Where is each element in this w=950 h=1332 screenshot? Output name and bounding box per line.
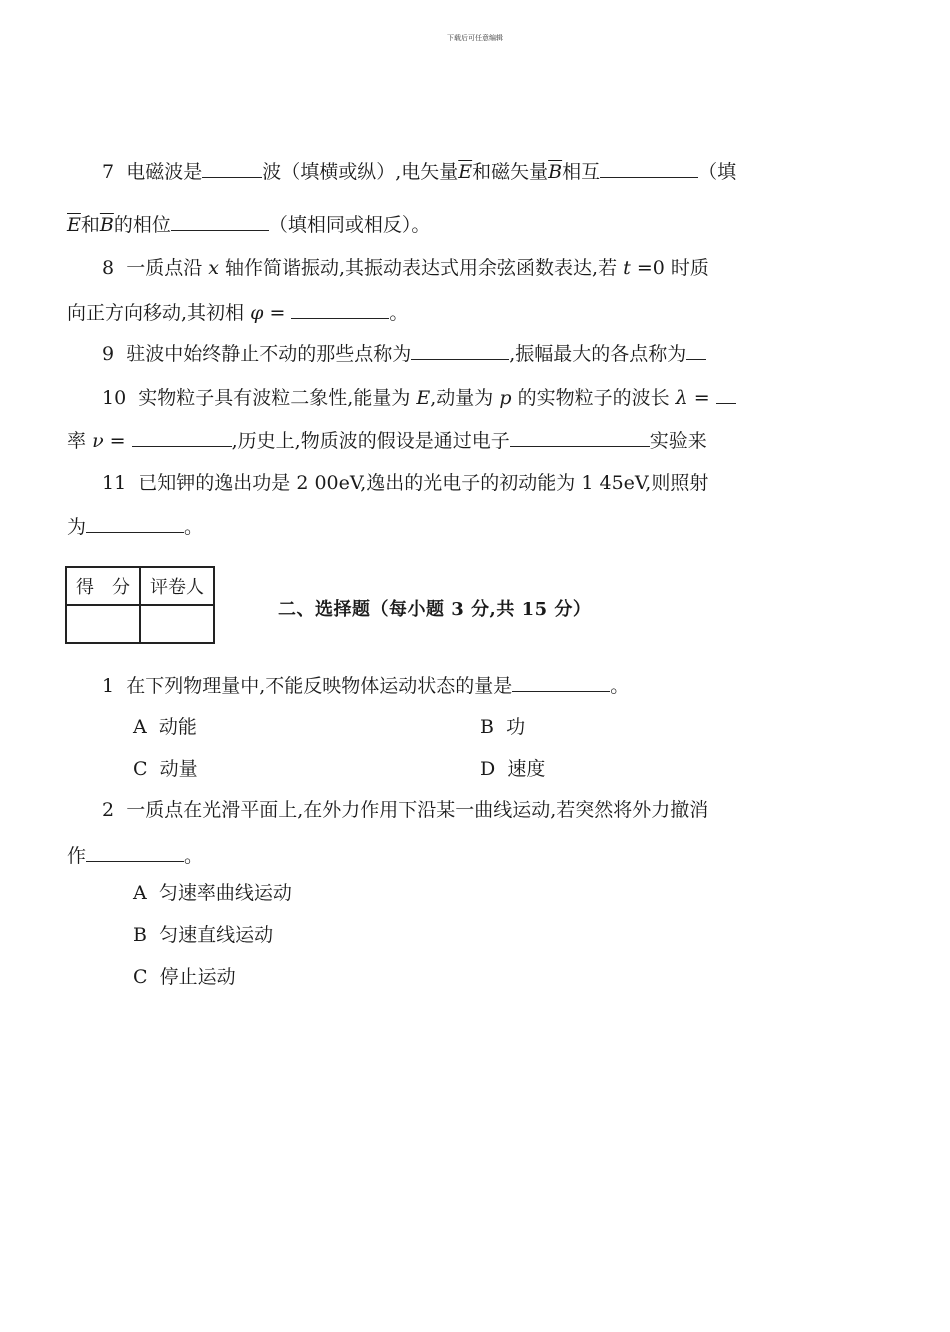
mc-option [133,965,236,989]
question-text: 实验来 [649,430,707,452]
question-9-line-1 [102,341,706,366]
question-text: = [693,387,710,409]
mc-option [133,923,273,947]
question-text: 的相位 [113,214,171,236]
mc-question-2-line-2 [67,843,203,868]
option-text: 匀速直线运动 [159,924,274,946]
question-text: 率 [67,430,87,452]
mc-option [480,715,525,739]
answer-blank [510,428,650,447]
answer-blank [411,341,509,360]
answer-blank [86,514,184,533]
question-number: 2 [102,799,115,821]
grader-label: 评卷人 [140,567,214,605]
mc-question-2 [102,798,708,822]
question-text: 为 [67,516,87,538]
page-header: 下载后可任意编辑 [447,34,503,42]
option-text: 匀速率曲线运动 [158,882,292,904]
option-text: 功 [506,716,526,738]
question-number: 1 [102,675,115,697]
question-number: 9 [102,343,115,365]
question-text: = [269,302,286,324]
question-text: 一质点沿 [126,257,203,279]
option-letter: D [480,758,496,780]
question-text: 。 [184,516,204,538]
variable-symbol: p [499,387,512,409]
option-letter: B [133,924,147,946]
option-letter: B [480,716,494,738]
question-text: 的实物粒子的波长 [517,387,670,409]
answer-blank [132,428,232,447]
variable-symbol: φ [250,302,264,324]
question-number: 11 [102,472,127,494]
option-letter: C [133,758,148,780]
answer-blank [600,159,698,178]
question-text: 电磁波是 [126,161,203,183]
answer-blank [291,300,389,319]
variable-symbol: λ [675,387,688,409]
question-text: ,振幅最大的各点称为 [509,343,687,365]
option-letter: C [133,966,148,988]
question-text: 驻波中始终静止不动的那些点称为 [126,343,412,365]
option-text: 停止运动 [159,966,236,988]
question-8-line-1 [102,256,709,280]
question-text: =0 时质 [636,257,709,279]
variable-symbol: E [416,387,431,409]
answer-blank [512,673,610,692]
question-text: 。 [184,845,204,867]
question-text: 。 [610,675,630,697]
question-11-line-1 [102,471,708,495]
question-text: 和 [80,214,100,236]
question-text: 轴作简谐振动,其振动表达式用余弦函数表达,若 [225,257,618,279]
question-7-line-2 [67,212,430,237]
answer-blank [686,341,706,360]
option-letter: A [133,716,147,738]
question-text: 。 [389,302,409,324]
answer-blank [202,159,262,178]
question-text: 一质点在光滑平面上,在外力作用下沿某一曲线运动,若突然将外力撤消 [126,799,709,821]
question-10-line-1 [102,385,736,410]
question-text: 在下列物理量中,不能反映物体运动状态的量是 [126,675,513,697]
variable-symbol: x [208,257,219,279]
question-text: ,历史上,物质波的假设是通过电子 [231,430,510,452]
question-10-line-2 [67,428,707,453]
variable-symbol: ν [92,430,104,452]
section-2-title: 二、选择题（每小题 3 分,共 15 分） [278,599,592,620]
question-number: 10 [102,387,127,409]
answer-blank [86,843,184,862]
question-text: 向正方向移动,其初相 [67,302,245,324]
vector-symbol: $\overline{E}$ [67,214,81,236]
question-text: ,动量为 [430,387,494,409]
mc-question-1 [102,673,629,698]
vector-symbol: $\overline{B}$ [99,214,114,236]
answer-blank [716,385,736,404]
question-text: = [109,430,126,452]
mc-option [133,757,198,781]
question-text: 作 [67,845,87,867]
question-text: 波（填横或纵）,电矢量 [262,161,459,183]
mc-option [133,881,292,905]
grader-cell [140,605,214,643]
option-text: 动能 [158,716,197,738]
vector-symbol: $\overline{B}$ [548,161,563,183]
question-text: 实物粒子具有波粒二象性,能量为 [138,387,411,409]
question-text: （填 [698,161,737,183]
question-text: 已知钾的逸出功是 2 00eV,逸出的光电子的初动能为 1 45eV,则照射 [138,472,709,494]
score-label: 得 分 [66,567,140,605]
question-8-line-2 [67,300,408,325]
question-number: 7 [102,161,115,183]
vector-symbol: $\overline{E}$ [458,161,473,183]
option-text: 速度 [507,758,546,780]
mc-option [480,757,545,781]
option-letter: A [133,882,147,904]
answer-blank [171,212,269,231]
question-11-line-2 [67,514,203,539]
score-cell [66,605,140,643]
score-table [65,566,215,644]
question-text: （填相同或相反）。 [268,214,431,236]
mc-option [133,715,197,739]
variable-symbol: t [623,257,631,279]
question-text: 相互 [562,161,601,183]
question-number: 8 [102,257,115,279]
question-text: 和磁矢量 [472,161,549,183]
question-7-line-1 [102,159,736,184]
option-text: 动量 [159,758,198,780]
